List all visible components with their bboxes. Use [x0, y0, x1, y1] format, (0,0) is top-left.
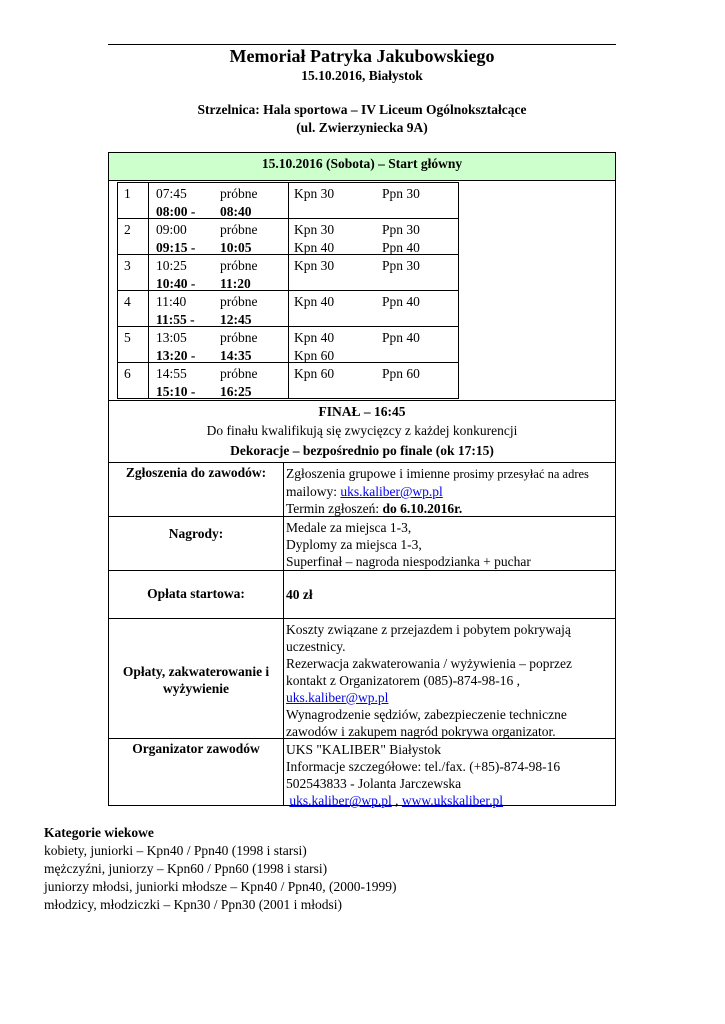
age-categories [44, 824, 396, 914]
end-time: 08:40 [220, 204, 252, 219]
costs-line: uczestnicy. [286, 639, 346, 654]
schedule-row [118, 183, 458, 219]
trial-start-time: 14:55 [156, 366, 187, 381]
entries-value [286, 465, 612, 517]
costs-line: Wynagrodzenie sędziów, zabezpieczenie techniczne [286, 707, 567, 722]
event-pistol: Ppn 40 [382, 330, 420, 345]
final-decorations: Dekoracje – bezpośrednio po finale (ok 17:15) [230, 443, 494, 458]
organizer-website-link[interactable]: www.ukskaliber.pl [401, 793, 504, 808]
relay-number: 2 [124, 222, 131, 237]
costs-line: Koszty związane z przejazdem i pobytem pokrywają [286, 622, 571, 637]
schedule-table [117, 182, 459, 399]
category-item: juniorzy młodsi, juniorki młodsze – Kpn40 / Ppn40, (2000-1999) [44, 879, 397, 894]
end-time: 16:25 [220, 384, 252, 399]
organizer-label: Organizator zawodów [132, 741, 260, 756]
relay-number: 5 [124, 330, 131, 345]
relay-number: 4 [124, 294, 131, 309]
organizer-line: Informacje szczegółowe: tel./fax. (+85)-874-98-16 [286, 759, 561, 774]
costs-line: Rezerwacja zakwaterowania / wyżywienia – poprzez [286, 656, 572, 671]
event-pistol: Ppn 30 [382, 258, 420, 273]
info-table [108, 152, 616, 806]
trial-start-time: 11:40 [156, 294, 187, 309]
category-item: mężczyźni, juniorzy – Kpn60 / Ppn60 (1998 i starsi) [44, 861, 328, 876]
divider [109, 618, 615, 619]
trial-label: próbne [220, 186, 258, 201]
schedule-heading: 15.10.2016 (Sobota) – Start główny [109, 153, 615, 181]
start-time: 15:10 - [156, 384, 196, 399]
event-rifle: Kpn 40 [294, 240, 335, 255]
deadline-label: Termin zgłoszeń: [286, 501, 380, 516]
venue-address: (ul. Zwierzyniecka 9A) [296, 120, 428, 135]
trial-label: próbne [220, 294, 258, 309]
event-rifle: Kpn 30 [294, 222, 335, 237]
organizer-email-link[interactable]: uks.kaliber@wp.pl [289, 793, 392, 808]
prize-line: Superfinał – nagroda niespodzianka + puchar [286, 554, 531, 569]
document-date-place: 15.10.2016, Białystok [301, 68, 423, 83]
prizes-value [286, 519, 612, 570]
event-pistol: Ppn 40 [382, 240, 420, 255]
event-rifle: Kpn 60 [294, 348, 335, 363]
organizer-value [286, 741, 612, 809]
event-pistol: Ppn 30 [382, 186, 420, 201]
divider [109, 738, 615, 739]
categories-heading: Kategorie wiekowe [44, 825, 154, 840]
costs-line: kontakt z Organizatorem (085)-874-98-16 , [286, 673, 521, 688]
deadline-value: do 6.10.2016r. [382, 501, 463, 516]
trial-start-time: 10:25 [156, 258, 187, 273]
prizes-label: Nagrody: [168, 526, 224, 541]
entries-line1: Zgłoszenia grupowe i imienne [286, 466, 450, 481]
event-pistol: Ppn 60 [382, 366, 420, 381]
trial-start-time: 09:00 [156, 222, 187, 237]
top-rule [108, 44, 616, 45]
prize-line: Medale za miejsca 1-3, [286, 520, 412, 535]
divider [109, 462, 615, 463]
event-rifle: Kpn 30 [294, 258, 335, 273]
fee-label: Opłata startowa: [147, 586, 245, 601]
column-divider [283, 462, 284, 806]
event-rifle: Kpn 60 [294, 366, 335, 381]
final-qualify: Do finału kwalifikują się zwycięzcy z każdej konkurencji [206, 423, 518, 438]
relay-number: 3 [124, 258, 131, 273]
start-time: 13:20 - [156, 348, 196, 363]
end-time: 11:20 [220, 276, 251, 291]
fee-value: 40 zł [286, 587, 313, 602]
end-time: 12:45 [220, 312, 252, 327]
link-separator: , [395, 793, 399, 808]
costs-line: zawodów i zakupem nagród pokrywa organizator. [286, 724, 556, 739]
divider [109, 400, 615, 401]
organizer-line: 502543833 - Jolanta Jarczewska [286, 776, 462, 791]
final-time: FINAŁ – 16:45 [318, 404, 406, 419]
venue: Strzelnica: Hala sportowa – IV Liceum Ogólnokształcące [197, 102, 527, 117]
divider [109, 516, 615, 517]
relay-number: 6 [124, 366, 131, 381]
schedule-row [118, 219, 458, 255]
costs-label-line1: Opłaty, zakwaterowanie i [122, 664, 270, 679]
trial-start-time: 13:05 [156, 330, 187, 345]
costs-label [109, 663, 283, 697]
category-item: kobiety, juniorki – Kpn40 / Ppn40 (1998 i starsi) [44, 843, 307, 858]
event-pistol: Ppn 40 [382, 294, 420, 309]
entries-line1-small: prosimy przesyłać na adres [453, 467, 589, 481]
start-time: 09:15 - [156, 240, 196, 255]
entries-email-link[interactable]: uks.kaliber@wp.pl [340, 484, 443, 499]
costs-email-link[interactable]: uks.kaliber@wp.pl [286, 690, 389, 705]
trial-start-time: 07:45 [156, 186, 187, 201]
trial-label: próbne [220, 258, 258, 273]
prize-line: Dyplomy za miejsca 1-3, [286, 537, 422, 552]
trial-label: próbne [220, 222, 258, 237]
trial-label: próbne [220, 330, 258, 345]
relay-number: 1 [124, 186, 131, 201]
event-rifle: Kpn 40 [294, 294, 335, 309]
document-title: Memoriał Patryka Jakubowskiego [229, 46, 495, 66]
event-pistol: Ppn 30 [382, 222, 420, 237]
end-time: 14:35 [220, 348, 252, 363]
schedule-row [118, 255, 458, 291]
trial-label: próbne [220, 366, 258, 381]
start-time: 10:40 - [156, 276, 196, 291]
schedule-row [118, 291, 458, 327]
category-item: młodzicy, młodziczki – Kpn30 / Ppn30 (2001 i młodsi) [44, 897, 342, 912]
end-time: 10:05 [220, 240, 252, 255]
divider [109, 570, 615, 571]
event-rifle: Kpn 40 [294, 330, 335, 345]
schedule-row [118, 363, 458, 399]
costs-value [286, 621, 612, 740]
start-time: 11:55 - [156, 312, 195, 327]
costs-label-line2: wyżywienie [163, 681, 229, 696]
event-rifle: Kpn 30 [294, 186, 335, 201]
schedule-row [118, 327, 458, 363]
entries-line2: mailowy: [286, 484, 337, 499]
organizer-line: UKS "KALIBER" Białystok [286, 742, 442, 757]
entries-label: Zgłoszenia do zawodów: [125, 465, 267, 480]
start-time: 08:00 - [156, 204, 196, 219]
